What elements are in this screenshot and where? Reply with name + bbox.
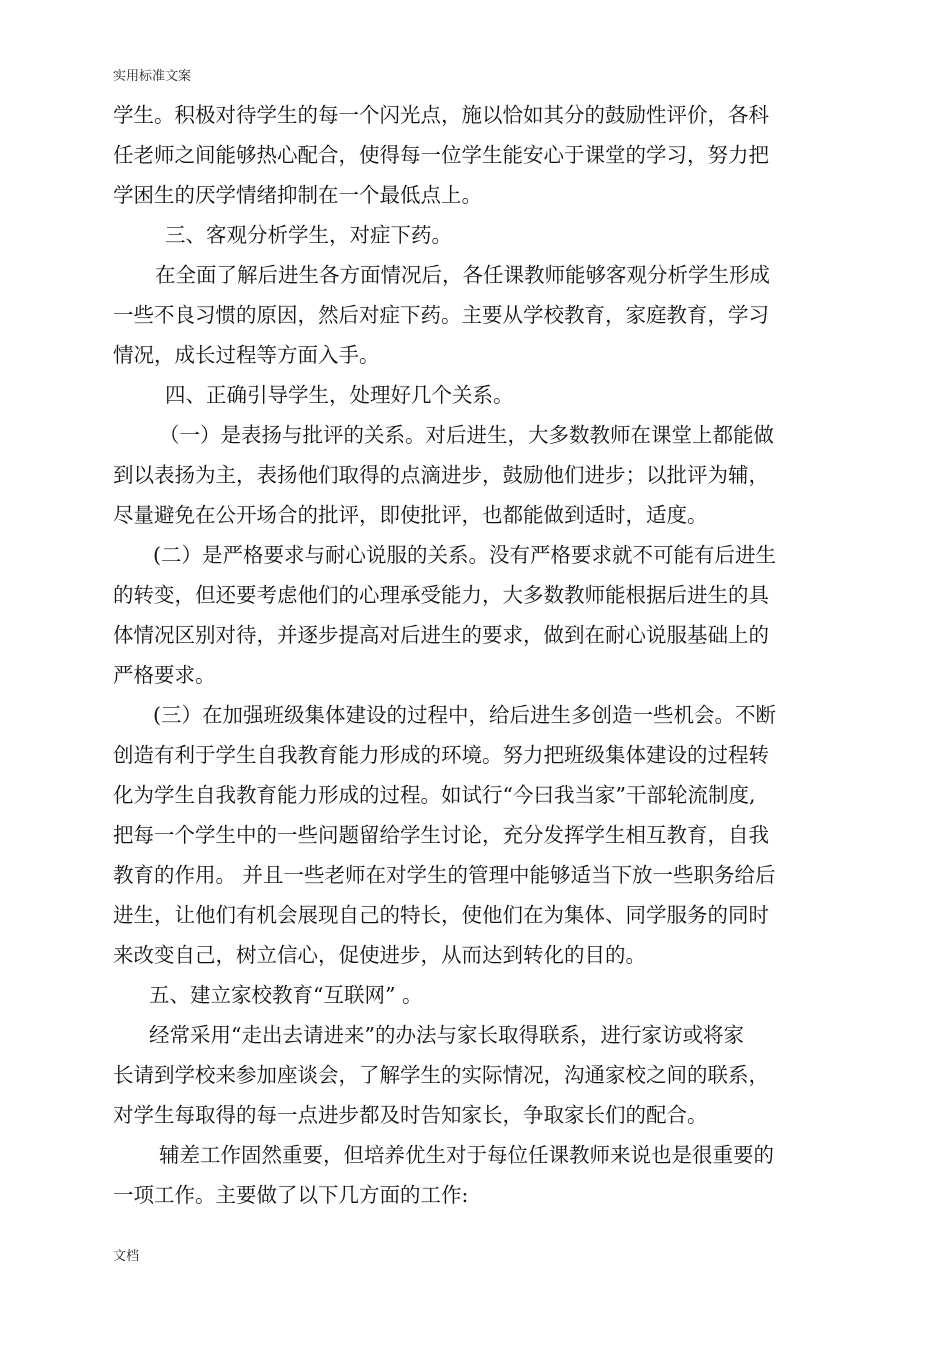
text-line: 严格要求。 — [113, 663, 216, 687]
document-body — [113, 95, 803, 1215]
text-line: 一些不良习惯的原因，然后对症下药。主要从学校教育，家庭教育，学习 — [113, 303, 769, 327]
paragraph-start: (二）是严格要求与耐心说服的关系。没有严格要求就不可能有后进生 — [153, 543, 776, 567]
paragraph-start: 经常采用“走出去请进来”的办法与家长取得联系，进行家访或将家 — [149, 1023, 744, 1047]
text-line: 任老师之间能够热心配合，使得每一位学生能安心于课堂的学习，努力把 — [113, 143, 769, 167]
paragraph-start: 辅差工作固然重要，但培养优生对于每位任课教师来说也是很重要的 — [159, 1143, 774, 1167]
text-line: 到以表扬为主，表扬他们取得的点滴进步，鼓励他们进步；以批评为辅， — [113, 463, 769, 487]
section-heading: 五、建立家校教育“互联网” 。 — [149, 983, 423, 1007]
paragraph-start: （一）是表扬与批评的关系。对后进生，大多数教师在课堂上都能做 — [159, 423, 774, 447]
text-line: 化为学生自我教育能力形成的过程。如试行“今曰我当家”干部轮流制度, — [113, 783, 756, 807]
section-heading: 三、客观分析学生，对症下药。 — [165, 223, 452, 247]
page-footer: 文档 — [113, 1249, 140, 1264]
text-line: 体情况区别对待，并逐步提高对后进生的要求，做到在耐心说服基础上的 — [113, 623, 769, 647]
text-line: 的转变，但还要考虑他们的心理承受能力，大多数教师能根据后进生的具 — [113, 583, 769, 607]
text-line: 来改变自己，树立信心，促使进步，从而达到转化的目的。 — [113, 943, 646, 967]
text-line: 长请到学校来参加座谈会，了解学生的实际情况，沟通家校之间的联系， — [113, 1063, 769, 1087]
text-line: 创造有利于学生自我教育能力形成的环境。努力把班级集体建设的过程转 — [113, 743, 769, 767]
page-header: 实用标准文案 — [113, 69, 192, 84]
text-line: 进生，让他们有机会展现自己的特长，使他们在为集体、同学服务的同时 — [113, 903, 769, 927]
paragraph-start: (三）在加强班级集体建设的过程中，给后进生多创造一些机会。不断 — [153, 703, 776, 727]
text-line: 教育的作用。 并且一些老师在对学生的管理中能够适当下放一些职务给后 — [113, 863, 776, 887]
text-line: 学困生的厌学情绪抑制在一个最低点上。 — [113, 183, 482, 207]
text-line: 尽量避免在公开场合的批评，即使批评，也都能做到适时，适度。 — [113, 503, 708, 527]
paragraph-start: 在全面了解后进生各方面情况后，各任课教师能够客观分析学生形成 — [155, 263, 770, 287]
text-line: 情况，成长过程等方面入手。 — [113, 343, 380, 367]
text-line: 学生。积极对待学生的每一个闪光点，施以恰如其分的鼓励性评价，各科 — [113, 103, 769, 127]
text-line: 一项工作。主要做了以下几方面的工作: — [113, 1183, 469, 1207]
text-line: 把每一个学生中的一些问题留给学生讨论，充分发挥学生相互教育，自我 — [113, 823, 769, 847]
section-heading: 四、正确引导学生，处理好几个关系。 — [165, 383, 514, 407]
text-line: 对学生每取得的每一点进步都及时告知家长，争取家长们的配合。 — [113, 1103, 708, 1127]
